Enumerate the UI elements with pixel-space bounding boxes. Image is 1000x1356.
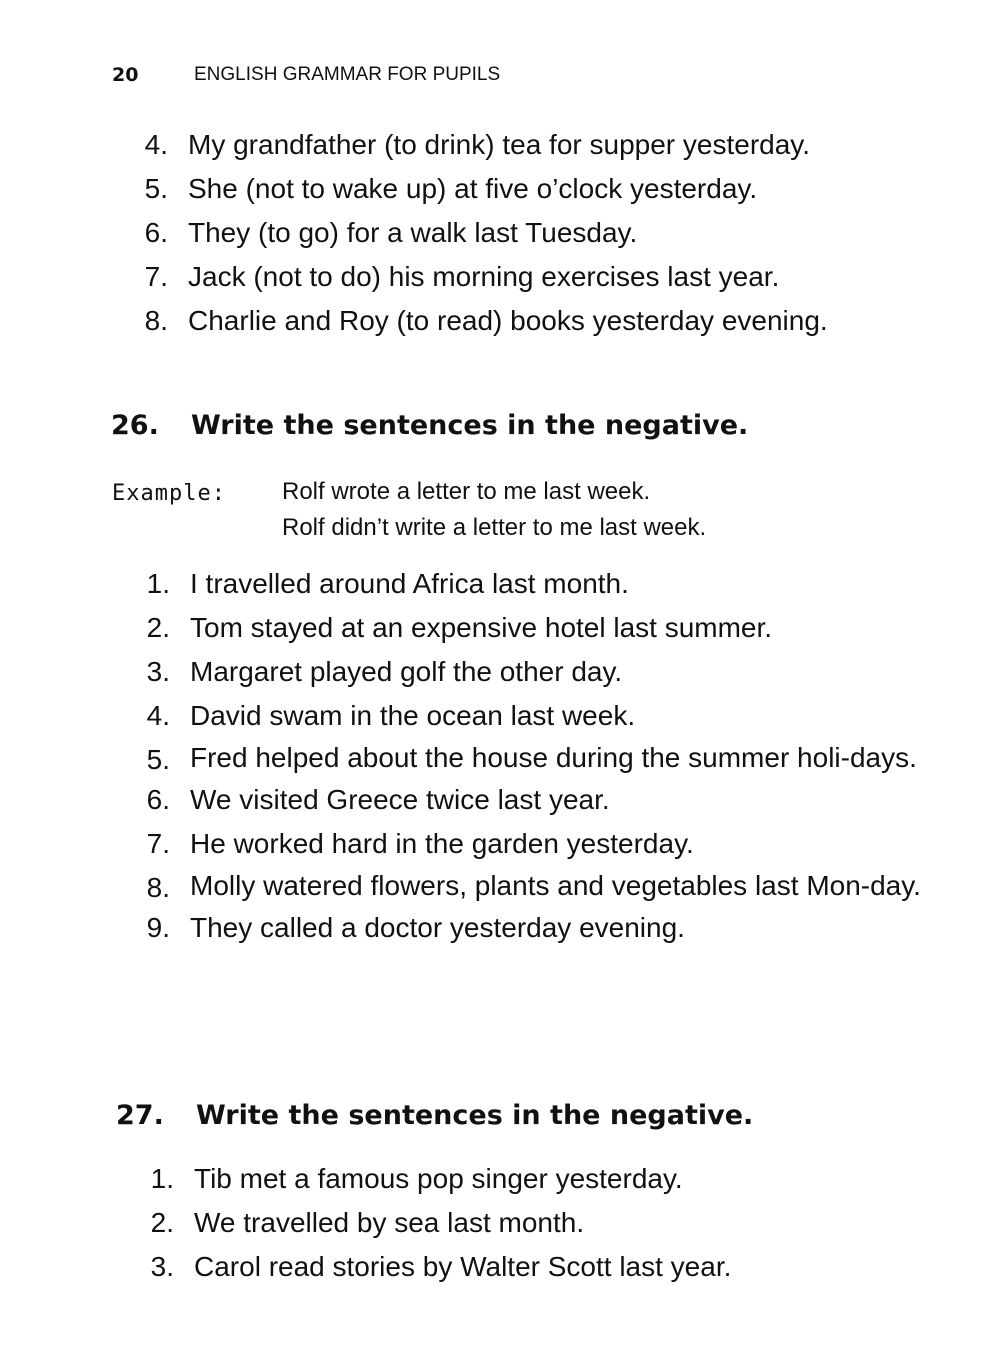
list-item [136,211,936,255]
item-text: They (to go) for a walk last Tuesday. [188,217,638,248]
item-text: Tom stayed at an expensive hotel last summer. [190,612,773,643]
example-sentence: Rolf wrote a letter to me last week. [282,478,651,505]
exercise-number: 27. [116,1100,164,1131]
list-item [138,694,978,738]
list-item [142,1201,942,1245]
list-item [138,906,978,950]
item-number: 8. [146,872,170,903]
item-text: Jack (not to do) his morning exercises last year. [188,261,780,292]
item-number: 3. [146,656,170,687]
list-item [138,822,978,866]
exercise-number: 26. [111,410,159,441]
item-text: They called a doctor yesterday evening. [190,912,685,943]
item-number: 7. [146,828,170,859]
item-text: We visited Greece twice last year. [190,784,610,815]
page-number: 20 [112,64,139,86]
item-number: 4. [144,129,168,160]
list-item [138,866,978,906]
item-number: 5. [146,744,170,775]
item-text: David swam in the ocean last week. [190,700,636,731]
example-answer: Rolf didn’t write a letter to me last week. [282,514,707,541]
item-text: She (not to wake up) at five o’clock yesterday. [188,173,758,204]
item-number: 7. [144,261,168,292]
exercise-26-heading [111,406,748,446]
item-number: 1. [146,568,170,599]
example-label: Example: [112,481,226,506]
item-number: 8. [144,305,168,336]
list-item [138,562,978,606]
list-item [142,1157,942,1201]
example-block [282,474,962,546]
item-number: 2. [150,1207,174,1238]
item-number: 3. [150,1251,174,1282]
item-number: 5. [144,173,168,204]
exercise-instruction: Write the sentences in the negative. [191,410,749,441]
item-number: 9. [146,912,170,943]
exercise-26-list [138,562,978,950]
exercise-27-heading [116,1096,753,1136]
item-text: We travelled by sea last month. [194,1207,585,1238]
list-item [136,123,936,167]
item-text: Molly watered flowers, plants and vegetables last Mon-day. [190,870,921,901]
item-number: 6. [144,217,168,248]
list-item [138,650,978,694]
list-item [136,167,936,211]
item-text: My grandfather (to drink) tea for supper yesterday. [188,129,810,160]
item-text: Fred helped about the house during the summer holi-days. [190,742,917,773]
list-item [138,738,978,778]
item-text: He worked hard in the garden yesterday. [190,828,694,859]
item-number: 4. [146,700,170,731]
exercise-instruction: Write the sentences in the negative. [196,1100,754,1131]
book-title: ENGLISH GRAMMAR FOR PUPILS [194,64,501,85]
list-item [136,299,936,343]
item-text: Carol read stories by Walter Scott last year. [194,1251,732,1282]
list-item [136,255,936,299]
item-text: Charlie and Roy (to read) books yesterday evening. [188,305,828,336]
list-item [138,606,978,650]
item-text: Tib met a famous pop singer yesterday. [194,1163,683,1194]
item-text: Margaret played golf the other day. [190,656,623,687]
list-item [142,1245,942,1289]
item-number: 6. [146,784,170,815]
item-number: 2. [146,612,170,643]
continued-exercise-list [136,123,936,343]
item-text: I travelled around Africa last month. [190,568,629,599]
list-item [138,778,978,822]
item-number: 1. [150,1163,174,1194]
exercise-27-list [142,1157,942,1289]
